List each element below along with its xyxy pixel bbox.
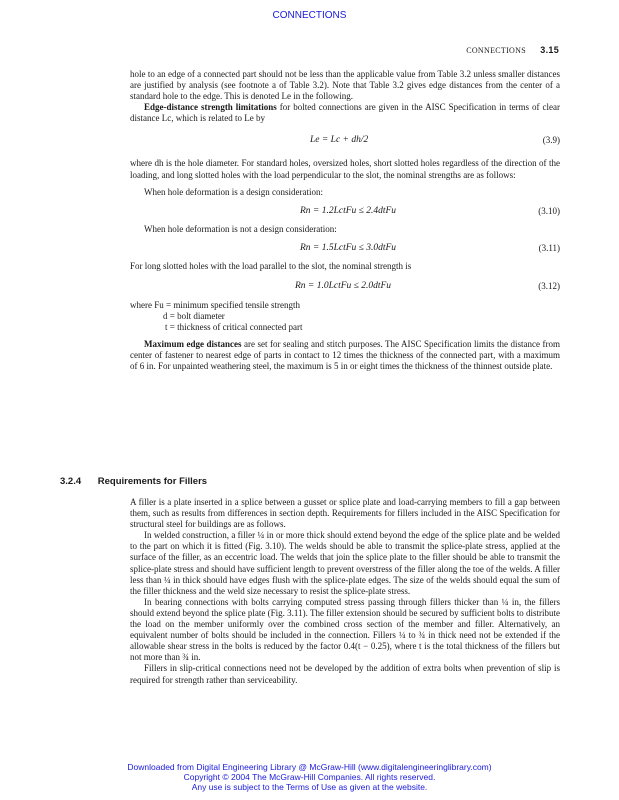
definition-t: t = thickness of critical connected part: [165, 322, 303, 333]
equation-3-11: [130, 239, 560, 257]
intro-paragraph: hole to an edge of a connected part should not be less than the applicable value from Table 3.2 unless smaller distances are justified by analysis (see footnote a of Table 3.2). Note that Table 3.2 gives edge distances from the center of a standard hole to the edge. This is denoted Le in the following.: [130, 69, 560, 102]
equation-3-11-number: (3.11): [538, 242, 560, 253]
equation-3-9-math: Le = Lc + dh/2: [310, 135, 369, 146]
hole-diameter-paragraph: where dh is the hole diameter. For standard holes, oversized holes, short slotted holes regardless of the direction of the loading, and long slotted holes with the load perpendicular to the slot, the nominal strengths are as follows:: [130, 158, 560, 180]
footer-download-line[interactable]: Downloaded from Digital Engineering Library @ McGraw-Hill (www.digitalengineeringlibrary.com): [127, 762, 492, 772]
long-slot-paragraph: For long slotted holes with the load parallel to the slot, the nominal strength is: [130, 260, 412, 271]
section-title: Requirements for Fillers: [97, 476, 208, 487]
filler-paragraph-2: In welded construction, a filler ¼ in or more thick should extend beyond the edge of the splice plate and be welded to the part on which it is fitted (Fig. 3.10). The welds should be able to transmit the splice-plate stress, applied at the surface of the filler, as an eccentric load. The welds that join the splice plate to the filler should be able to transmit the splice-plate stress and should have sufficient length to prevent overstress of the filler along the toe of the welds. A filler less than ¼ in thick should have edges flush with the splice-plate edges. The size of the welds should equal the sum of the filler thickness and the weld size necessary to resist the splice-plate stress.: [130, 530, 560, 596]
equation-3-11-math: Rn = 1.5LctFu ≤ 3.0dtFu: [300, 242, 397, 253]
equation-3-10-number: (3.10): [538, 205, 560, 216]
page-number: 3.15: [540, 45, 559, 55]
equation-3-12: [130, 276, 560, 294]
equation-3-9: [130, 128, 560, 154]
equation-3-12-number: (3.12): [538, 280, 560, 291]
body-text-lower: [130, 497, 560, 686]
equation-3-10: [130, 202, 560, 220]
running-head: [466, 45, 559, 55]
lead-equation-3-11: When hole deformation is not a design consideration:: [144, 223, 337, 234]
section-heading: [60, 476, 207, 487]
definition-fu: where Fu = minimum specified tensile strength: [130, 299, 301, 310]
equation-3-10-math: Rn = 1.2LctFu ≤ 2.4dtFu: [300, 205, 397, 216]
equation-3-9-number: (3.9): [542, 135, 560, 146]
variable-definitions: [130, 300, 560, 333]
body-text-upper: [130, 69, 560, 373]
section-number: 3.2.4: [60, 476, 82, 487]
top-banner: CONNECTIONS: [272, 10, 347, 21]
running-head-title: CONNECTIONS: [466, 46, 526, 55]
definition-d: d = bolt diameter: [163, 311, 225, 322]
max-edge-paragraph: [130, 339, 560, 372]
edge-distance-heading: Edge-distance strength limitations: [144, 102, 277, 113]
footer-terms-line[interactable]: Any use is subject to the Terms of Use as given at the website.: [191, 782, 428, 792]
max-edge-heading: Maximum edge distances: [144, 339, 242, 350]
edge-distance-paragraph: [130, 102, 560, 124]
edge-distance-text: for bolted connections are given in the AISC Specification in terms of clear distance Lc, which is related to Le by: [130, 102, 561, 124]
filler-paragraph-3: In bearing connections with bolts carrying computed stress passing through fillers thicker than ¼ in, the fillers should extend beyond the splice plate (Fig. 3.11). The filler extension should be secured by sufficient bolts to distribute the load on the member uniformly over the combined cross section of the member and filler. Alternatively, an equivalent number of bolts should be included in the connection. Fillers ¼ to ¾ in thick need not be extended if the allowable shear stress in the bolts is reduced by the factor 0.4(t − 0.25), where t is the total thickness of the fillers but not more than ¾ in.: [130, 596, 560, 663]
footer-copyright-line: Copyright © 2004 The McGraw-Hill Companies. All rights reserved.: [183, 772, 436, 782]
footer-notice: [0, 762, 619, 792]
filler-paragraph-1: A filler is a plate inserted in a splice between a gusset or splice plate and load-carrying members to fill a gap between them, such as results from differences in section depth. Requirements for fillers included in the AISC Specification for structural steel for buildings are as follows.: [130, 497, 560, 530]
max-edge-text: are set for sealing and stitch purposes. The AISC Specification limits the distance from center of fastener to nearest edge of parts in contact to 12 times the thickness of the connected part, with a maximum of 6 in. For unpainted weathering steel, the maximum is 5 in or eight times the thickness of the thinnest outside plate.: [130, 339, 560, 372]
lead-equation-3-10: When hole deformation is a design consideration:: [144, 186, 323, 197]
filler-paragraph-4: Fillers in slip-critical connections need not be developed by the addition of extra bolts when prevention of slip is required for strength rather than serviceability.: [130, 663, 560, 685]
equation-3-12-math: Rn = 1.0LctFu ≤ 2.0dtFu: [295, 280, 392, 291]
